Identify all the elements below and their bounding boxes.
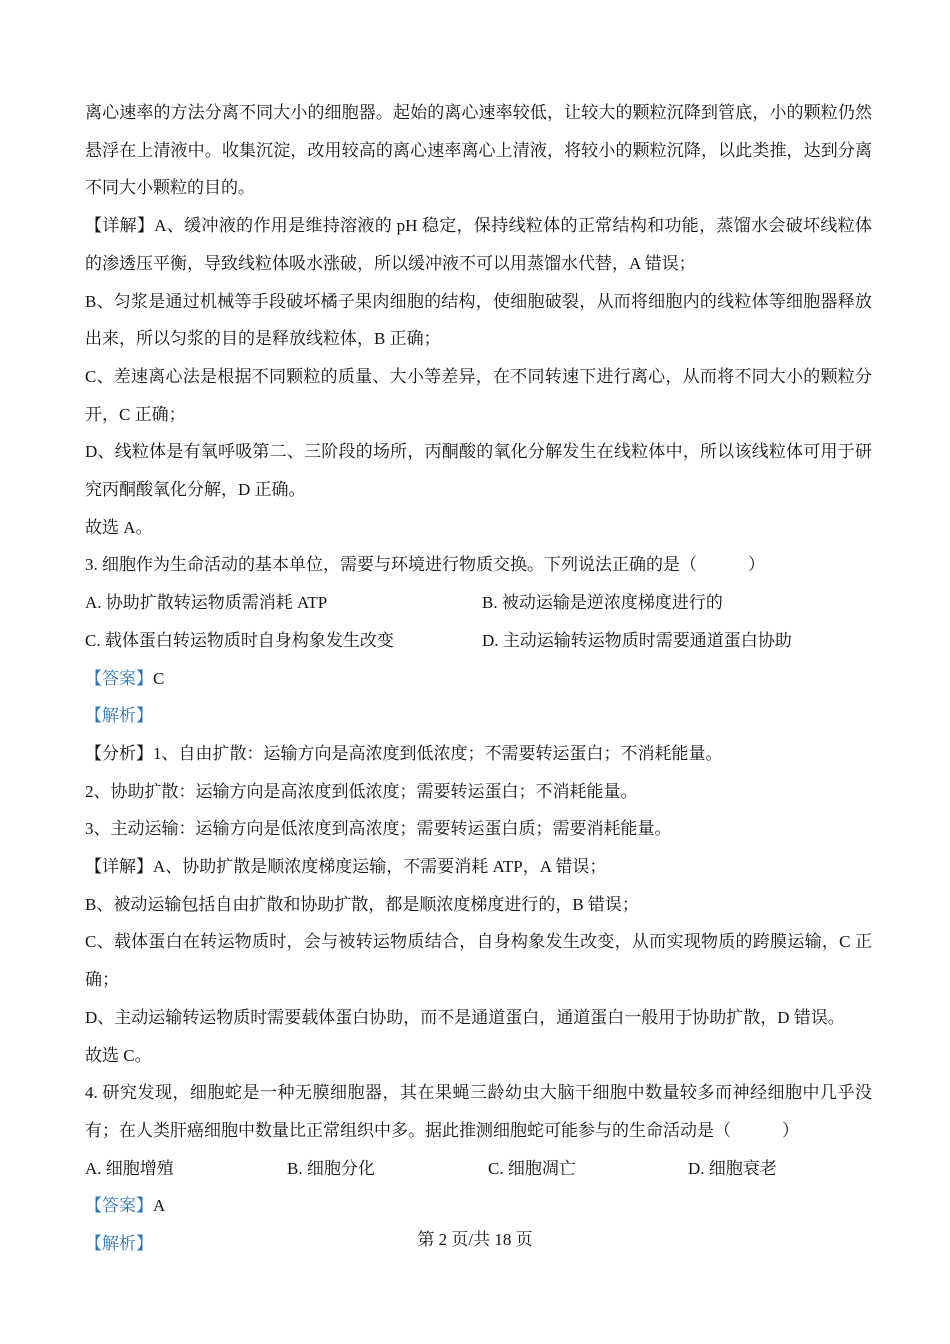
q4-stem: 4. 研究发现，细胞蛇是一种无膜细胞器，其在果蝇三龄幼虫大脑干细胞中数量较多而神经细胞中几乎没有；在人类肝癌细胞中数量比正常组织中多。据此推测细胞蛇可能参与的生命活动是（ ） xyxy=(85,1083,872,1140)
q3-option-a: A. 协助扩散转运物质需消耗 ATP xyxy=(85,593,328,613)
q3-stem: 3. 细胞作为生命活动的基本单位，需要与环境进行物质交换。下列说法正确的是（ ） xyxy=(85,555,765,575)
q4-option-d: D. 细胞衰老 xyxy=(688,1158,777,1178)
q3-option-c: C. 载体蛋白转运物质时自身构象发生改变 xyxy=(85,630,394,650)
q3-analysis-label: 【解析】 xyxy=(85,706,153,726)
q4-options-row xyxy=(85,1150,872,1188)
q2-context-continued: 离心速率的方法分离不同大小的细胞器。起始的离心速率较低，让较大的颗粒沉降到管底，小的颗粒仍然悬浮在上清液中。收集沉淀，改用较高的离心速率离心上清液，将较小的颗粒沉降，以此类推，达到分离不同大小颗粒的目的。 xyxy=(85,103,872,198)
q2-detail-c: C、差速离心法是根据不同颗粒的质量、大小等差异，在不同转速下进行离心，从而将不同大小的颗粒分开，C 正确； xyxy=(85,366,872,424)
q4-analysis-label: 【解析】 xyxy=(85,1234,153,1254)
q4-option-a: A. 细胞增殖 xyxy=(85,1158,174,1178)
page-number-footer: 第 2 页/共 18 页 xyxy=(417,1230,533,1249)
q2-conclusion: 故选 A。 xyxy=(85,517,153,537)
q3-option-d: D. 主动运输转运物质时需要通道蛋白协助 xyxy=(482,630,792,650)
q3-analysis-point-2: 2、协助扩散：运输方向是高浓度到低浓度；需要转运蛋白；不消耗能量。 xyxy=(85,781,638,801)
q3-detail-a: 【详解】A、协助扩散是顺浓度梯度运输，不需要消耗 ATP，A 错误； xyxy=(85,857,607,877)
q2-detail-b: B、匀浆是通过机械等手段破坏橘子果肉细胞的结构，使细胞破裂，从而将细胞内的线粒体等细胞器释放出来，所以匀浆的目的是释放线粒体，B 正确； xyxy=(85,291,872,349)
document-body xyxy=(85,94,872,1263)
q3-options-row-1 xyxy=(85,584,872,622)
q3-option-b: B. 被动运输是逆浓度梯度进行的 xyxy=(482,593,723,613)
q3-conclusion: 故选 C。 xyxy=(85,1045,152,1065)
q4-answer-label: 【答案】 xyxy=(85,1196,153,1216)
q3-answer-line xyxy=(85,660,872,698)
q3-answer-label: 【答案】 xyxy=(85,668,153,688)
q3-detail-c: C、载体蛋白在转运物质时，会与被转运物质结合，自身构象发生改变，从而实现物质的跨膜运输，C 正确； xyxy=(85,932,872,990)
q3-analysis-point-3: 3、主动运输：运输方向是低浓度到高浓度；需要转运蛋白质；需要消耗能量。 xyxy=(85,819,672,839)
q4-answer-line xyxy=(85,1187,872,1225)
q4-option-c: C. 细胞凋亡 xyxy=(488,1158,576,1178)
q2-detail-d: D、线粒体是有氧呼吸第二、三阶段的场所，丙酮酸的氧化分解发生在线粒体中，所以该线粒体可用于研究丙酮酸氧化分解，D 正确。 xyxy=(85,442,872,500)
q3-detail-d: D、主动运输转运物质时需要载体蛋白协助，而不是通道蛋白，通道蛋白一般用于协助扩散，D 错误。 xyxy=(85,1007,845,1027)
q3-answer-value: C xyxy=(153,668,165,688)
q3-detail-b: B、被动运输包括自由扩散和协助扩散，都是顺浓度梯度进行的，B 错误； xyxy=(85,894,639,914)
q3-options-row-2 xyxy=(85,622,872,660)
q4-option-b: B. 细胞分化 xyxy=(287,1158,375,1178)
q2-detail-a: 【详解】A、缓冲液的作用是维持溶液的 pH 稳定，保持线粒体的正常结构和功能，蒸馏水会破坏线粒体的渗透压平衡，导致线粒体吸水涨破，所以缓冲液不可以用蒸馏水代替，A 错误； xyxy=(85,216,872,273)
q3-analysis-point-1: 【分析】1、自由扩散：运输方向是高浓度到低浓度；不需要转运蛋白；不消耗能量。 xyxy=(85,743,723,763)
q4-answer-value: A xyxy=(153,1196,166,1216)
